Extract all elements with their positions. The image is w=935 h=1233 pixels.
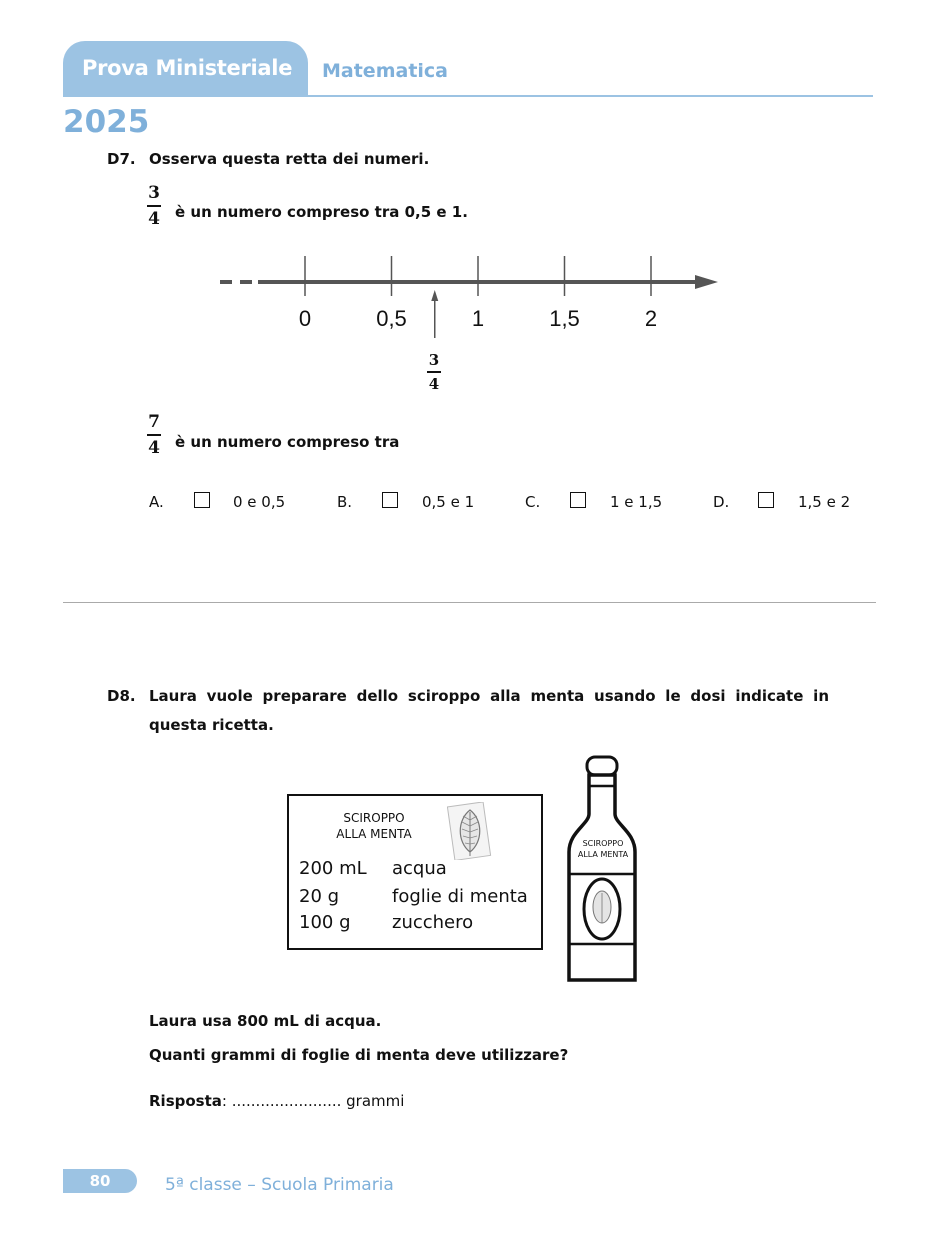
option-d-letter: D. [713, 493, 730, 511]
tick-label: 0,5 [376, 306, 407, 331]
syrup-bottle-icon [560, 752, 646, 988]
d7-number: D7. [107, 150, 136, 168]
header-tab-label: Prova Ministeriale [82, 56, 293, 80]
d7-example-text: è un numero compreso tra 0,5 e 1. [175, 203, 468, 221]
fraction-bar [147, 205, 161, 207]
tick-label: 1 [471, 306, 485, 331]
marker-arrow [431, 290, 438, 338]
mint-leaf-icon [447, 802, 493, 860]
option-b-checkbox[interactable] [382, 492, 398, 508]
option-a-letter: A. [149, 493, 164, 511]
option-b-letter: B. [337, 493, 353, 511]
fraction-bar [427, 371, 441, 373]
recipe-title [289, 810, 459, 842]
section-divider [63, 602, 876, 603]
bottle-label-line1: SCIROPPO [582, 839, 624, 848]
d8-statement: Laura usa 800 mL di acqua. [149, 1012, 382, 1030]
d7-question-text: è un numero compreso tra [175, 433, 400, 451]
fraction-bar [147, 434, 161, 436]
d8-text-line1: Laura vuole preparare dello sciroppo alla menta usando le dosi indicate in [149, 687, 829, 705]
answer-blank[interactable]: : ....................... grammi [221, 1092, 405, 1110]
number-line [210, 250, 730, 400]
option-c-checkbox[interactable] [570, 492, 586, 508]
recipe-row-3-qty: 100 g [299, 912, 351, 933]
recipe-title-line1: SCIROPPO [343, 811, 405, 825]
recipe-title-line2: ALLA MENTA [336, 827, 412, 841]
page-number: 80 [63, 1169, 137, 1193]
d7-example-fraction [147, 183, 161, 229]
recipe-card [287, 794, 543, 950]
year-label: 2025 [63, 104, 150, 140]
option-a-checkbox[interactable] [194, 492, 210, 508]
d8-question: Quanti grammi di foglie di menta deve utilizzare? [149, 1046, 569, 1064]
fraction-numerator: 3 [148, 183, 160, 203]
recipe-row-1-qty: 200 mL [299, 858, 367, 879]
option-d-checkbox[interactable] [758, 492, 774, 508]
number-line-marker-fraction [427, 351, 441, 393]
fraction-denominator: 4 [148, 209, 160, 229]
option-c-text: 1 e 1,5 [610, 493, 663, 511]
fraction-denominator: 4 [148, 438, 160, 458]
fraction-numerator: 7 [148, 412, 160, 432]
answer-label: Risposta [149, 1092, 222, 1110]
option-b-text: 0,5 e 1 [422, 493, 475, 511]
d7-question-fraction [147, 412, 161, 458]
bottle-label [568, 838, 638, 860]
d8-text-line2: questa ricetta. [149, 716, 274, 734]
d7-intro: Osserva questa retta dei numeri. [149, 150, 430, 168]
recipe-row-3-item: zucchero [392, 912, 474, 933]
bottle-label-line2: ALLA MENTA [577, 850, 629, 859]
d8-number: D8. [107, 687, 136, 705]
recipe-row-1-item: acqua [392, 858, 447, 879]
d8-answer-line [149, 1092, 404, 1110]
fraction-denominator: 4 [428, 374, 440, 393]
fraction-numerator: 3 [428, 351, 440, 369]
recipe-row-2-qty: 20 g [299, 886, 340, 907]
footer-subtitle: 5ª classe – Scuola Primaria [165, 1175, 394, 1195]
option-a-text: 0 e 0,5 [233, 493, 286, 511]
header-rule [63, 95, 873, 97]
tick-label: 0 [298, 306, 312, 331]
axis-arrowhead [695, 275, 718, 289]
recipe-row-2-item: foglie di menta [392, 886, 528, 907]
tick-label: 1,5 [549, 306, 580, 331]
tick-label: 2 [644, 306, 658, 331]
subject-label: Matematica [322, 60, 448, 82]
option-c-letter: C. [525, 493, 541, 511]
option-d-text: 1,5 e 2 [798, 493, 851, 511]
